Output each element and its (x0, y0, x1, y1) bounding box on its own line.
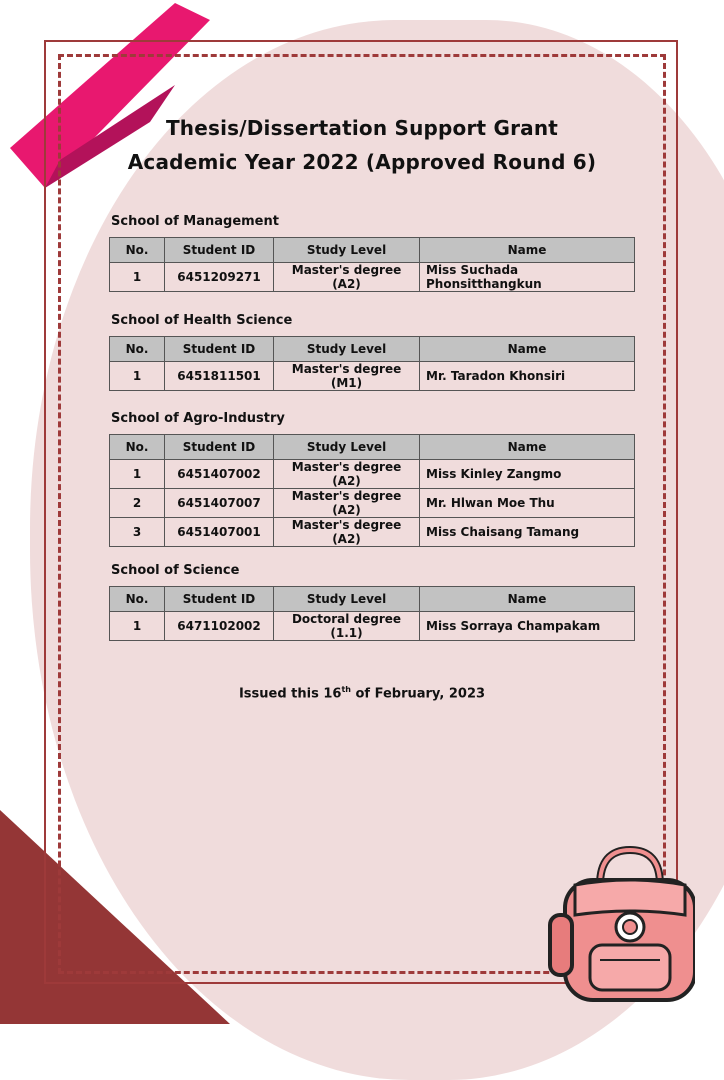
grant-table (109, 336, 635, 391)
table-header-row (110, 587, 635, 612)
issued-date (0, 685, 724, 701)
table-row (110, 263, 635, 292)
cell-study-level: Master's degree (A2) (274, 460, 420, 489)
table-header-row (110, 337, 635, 362)
cell-student-id: 6451209271 (165, 263, 274, 292)
col-header-no: No. (110, 337, 165, 362)
cell-no: 1 (110, 460, 165, 489)
cell-study-level: Master's degree (M1) (274, 362, 420, 391)
cell-student-id: 6451811501 (165, 362, 274, 391)
section-title: School of Science (111, 563, 240, 578)
col-header-no: No. (110, 238, 165, 263)
cell-student-id: 6451407002 (165, 460, 274, 489)
cell-student-id: 6451407001 (165, 518, 274, 547)
table-row (110, 612, 635, 641)
section-title: School of Health Science (111, 313, 293, 328)
table-row (110, 362, 635, 391)
cell-no: 1 (110, 263, 165, 292)
cell-no: 3 (110, 518, 165, 547)
cell-name: Mr. Taradon Khonsiri (420, 362, 635, 391)
table-header-row (110, 435, 635, 460)
issued-prefix: Issued this 16 (238, 686, 342, 702)
col-header-student-id: Student ID (165, 337, 274, 362)
table-row (110, 518, 635, 547)
section-title: School of Management (111, 214, 279, 229)
cell-study-level: Master's degree (A2) (274, 518, 420, 547)
cell-no: 2 (110, 489, 165, 518)
cell-study-level: Doctoral degree (1.1) (274, 612, 420, 641)
cell-name: Miss Kinley Zangmo (420, 460, 635, 489)
grant-table (109, 434, 635, 547)
table-header-row (110, 238, 635, 263)
cell-name: Miss Chaisang Tamang (420, 518, 635, 547)
title-line-1: Thesis/Dissertation Support Grant (165, 116, 559, 140)
grant-table (109, 237, 635, 292)
col-header-study-level: Study Level (274, 587, 420, 612)
col-header-name: Name (420, 435, 635, 460)
col-header-name: Name (420, 238, 635, 263)
cell-name: Miss Suchada Phonsitthangkun (420, 263, 635, 292)
section-title: School of Agro-Industry (111, 411, 285, 426)
table-row (110, 460, 635, 489)
col-header-name: Name (420, 337, 635, 362)
cell-student-id: 6451407007 (165, 489, 274, 518)
col-header-no: No. (110, 435, 165, 460)
col-header-name: Name (420, 587, 635, 612)
section-health-science (109, 312, 634, 391)
col-header-study-level: Study Level (274, 238, 420, 263)
cell-study-level: Master's degree (A2) (274, 489, 420, 518)
grant-table (109, 586, 635, 641)
col-header-no: No. (110, 587, 165, 612)
cell-study-level: Master's degree (A2) (274, 263, 420, 292)
col-header-study-level: Study Level (274, 435, 420, 460)
title-line-2: Academic Year 2022 (Approved Round 6) (127, 150, 597, 174)
section-agro-industry (109, 410, 634, 547)
col-header-student-id: Student ID (165, 587, 274, 612)
col-header-student-id: Student ID (165, 238, 274, 263)
cell-no: 1 (110, 612, 165, 641)
issued-ordinal-suffix: th (341, 685, 351, 694)
issued-rest: of February, 2023 (350, 686, 486, 702)
section-science (109, 562, 634, 641)
section-management (109, 213, 634, 292)
table-row (110, 489, 635, 518)
cell-name: Miss Sorraya Champakam (420, 612, 635, 641)
col-header-student-id: Student ID (165, 435, 274, 460)
cell-student-id: 6471102002 (165, 612, 274, 641)
col-header-study-level: Study Level (274, 337, 420, 362)
cell-name: Mr. Hlwan Moe Thu (420, 489, 635, 518)
cell-no: 1 (110, 362, 165, 391)
